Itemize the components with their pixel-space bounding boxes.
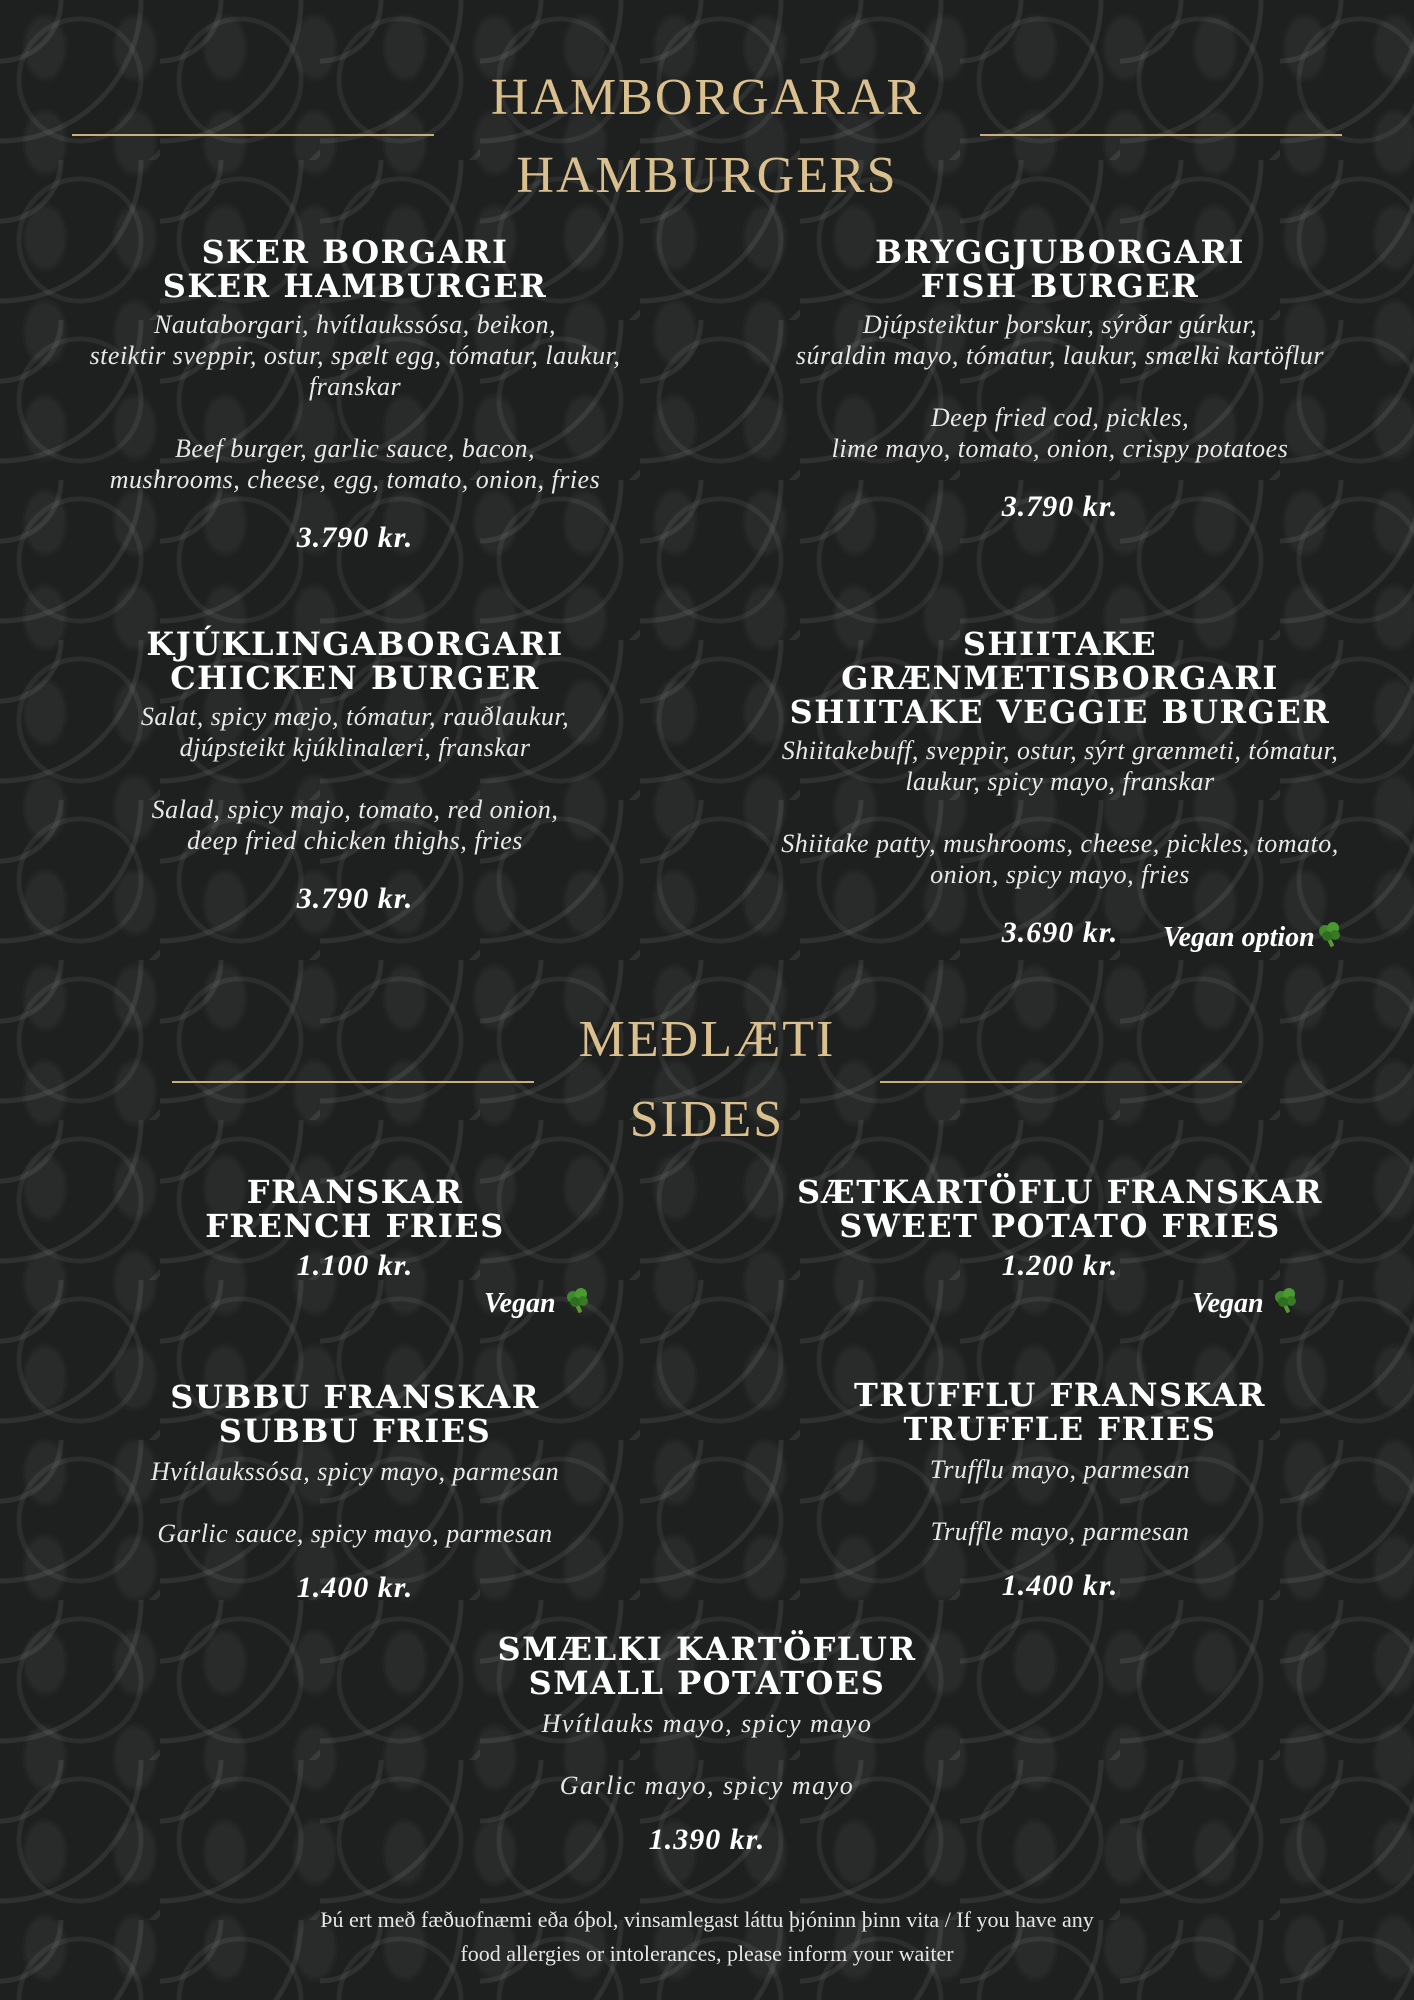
vegan-label: Vegan option — [1163, 922, 1315, 953]
item-title-en: FISH BURGER — [920, 267, 1200, 305]
header-rule-left — [172, 1081, 534, 1083]
item-title-en: CHICKEN BURGER — [170, 659, 540, 697]
item-price: 1.390 kr. — [648, 1823, 766, 1856]
broccoli-icon — [1315, 920, 1345, 950]
menu-item-sker-hamburger — [40, 235, 670, 555]
section-title-is: HAMBORGARAR — [490, 69, 924, 126]
item-title-en: SKER HAMBURGER — [162, 267, 548, 305]
desc-line: Salad, spicy majo, tomato, red onion, — [151, 795, 559, 824]
item-price: 1.200 kr. — [1001, 1249, 1119, 1282]
item-desc-en — [740, 828, 1380, 890]
header-rule-left — [72, 134, 434, 136]
item-desc-is: Trufflu mayo, parmesan — [929, 1455, 1191, 1484]
item-title-en: FRENCH FRIES — [205, 1207, 505, 1245]
item-title-en: SMALL POTATOES — [528, 1664, 886, 1702]
desc-line: deep fried chicken thighs, fries — [187, 826, 523, 855]
item-title-is: SUBBU FRANSKAR — [170, 1378, 540, 1416]
item-title-en: SUBBU FRIES — [218, 1412, 492, 1450]
item-desc-is — [740, 735, 1380, 797]
item-title-is: SÆTKARTÖFLU FRANSKAR — [796, 1173, 1324, 1211]
item-title-is: SMÆLKI KARTÖFLUR — [497, 1630, 917, 1668]
desc-line: súraldin mayo, tómatur, laukur, smælki kartöflur — [795, 341, 1325, 370]
section-title-is: MEÐLÆTI — [578, 1011, 836, 1068]
menu-item-subbu-fries — [40, 1380, 670, 1605]
header-rule-right — [980, 134, 1342, 136]
item-title-is: SKER BORGARI — [201, 233, 509, 271]
desc-line: Beef burger, garlic sauce, bacon, — [175, 434, 535, 463]
item-price: 3.790 kr. — [296, 882, 414, 915]
desc-line: franskar — [308, 372, 402, 401]
desc-line: djúpsteikt kjúklinalæri, franskar — [179, 733, 531, 762]
item-desc-en: Garlic sauce, spicy mayo, parmesan — [157, 1519, 553, 1548]
desc-line: Nautaborgari, hvítlaukssósa, beikon, — [154, 310, 556, 339]
menu-item-french-fries — [40, 1175, 670, 1283]
item-title-is: FRANSKAR — [246, 1173, 464, 1211]
item-title-en: TRUFFLE FRIES — [903, 1410, 1217, 1448]
broccoli-icon — [1271, 1286, 1301, 1316]
item-desc-is: Hvítlauks mayo, spicy mayo — [541, 1709, 873, 1738]
item-desc-is — [740, 309, 1380, 371]
item-desc-en — [40, 794, 670, 856]
vegan-label: Vegan — [484, 1288, 556, 1319]
item-title-is: BRYGGJUBORGARI — [874, 233, 1246, 271]
broccoli-icon — [563, 1286, 593, 1316]
header-rule-right — [880, 1081, 1242, 1083]
item-price: 1.400 kr. — [1001, 1569, 1119, 1602]
desc-line: Shiitake patty, mushrooms, cheese, pickles, tomato, — [781, 829, 1339, 858]
menu-item-shiitake-veggie-burger — [740, 627, 1380, 950]
item-desc-is: Hvítlaukssósa, spicy mayo, parmesan — [150, 1457, 560, 1486]
item-title-is: TRUFFLU FRANSKAR — [854, 1376, 1266, 1414]
vegan-badge — [1192, 1286, 1301, 1320]
section-title-en: SIDES — [629, 1091, 785, 1148]
vegan-option-badge — [1163, 920, 1345, 954]
item-desc-en: Garlic mayo, spicy mayo — [559, 1771, 855, 1800]
desc-line: steiktir sveppir, ostur, spælt egg, tómatur, laukur, — [89, 341, 621, 370]
item-title-en: SWEET POTATO FRIES — [839, 1207, 1281, 1245]
vegan-badge — [484, 1286, 593, 1320]
allergy-notice-line: food allergies or intolerances, please inform your waiter — [460, 1941, 954, 1966]
item-desc-en — [740, 402, 1380, 464]
menu-item-small-potatoes — [357, 1632, 1057, 1857]
item-title-is: SHIITAKE GRÆNMETISBORGARI — [841, 625, 1279, 697]
vegan-label: Vegan — [1192, 1288, 1264, 1319]
allergy-notice-line: Þú ert með fæðuofnæmi eða óþol, vinsamlegast láttu þjóninn þinn vita / If you have any — [320, 1907, 1094, 1932]
item-desc-is — [40, 701, 670, 763]
item-price: 3.790 kr. — [1001, 490, 1119, 523]
desc-line: laukur, spicy mayo, franskar — [905, 767, 1215, 796]
desc-line: Shiitakebuff, sveppir, ostur, sýrt grænmeti, tómatur, — [781, 736, 1339, 765]
allergy-notice — [0, 1903, 1414, 1971]
desc-line: Salat, spicy mæjo, tómatur, rauðlaukur, — [140, 702, 570, 731]
item-desc-en — [40, 433, 670, 495]
item-price: 3.790 kr. — [296, 521, 414, 554]
desc-line: lime mayo, tomato, onion, crispy potatoes — [831, 434, 1289, 463]
desc-line: Djúpsteiktur þorskur, sýrðar gúrkur, — [862, 310, 1258, 339]
item-price: 3.690 kr. — [1001, 916, 1119, 949]
desc-line: onion, spicy mayo, fries — [930, 860, 1190, 889]
menu-item-fish-burger — [740, 235, 1380, 524]
item-desc-en: Truffle mayo, parmesan — [930, 1517, 1190, 1546]
item-desc-is — [40, 309, 670, 402]
menu-item-chicken-burger — [40, 627, 670, 916]
item-title-is: KJÚKLINGABORGARI — [146, 625, 564, 663]
desc-line: Deep fried cod, pickles, — [930, 403, 1190, 432]
section-title-en: HAMBURGERS — [516, 147, 898, 204]
item-price: 1.100 kr. — [296, 1249, 414, 1282]
menu-item-sweet-potato-fries — [740, 1175, 1380, 1283]
desc-line: mushrooms, cheese, egg, tomato, onion, fries — [109, 465, 601, 494]
item-price: 1.400 kr. — [296, 1571, 414, 1604]
item-title-en: SHIITAKE VEGGIE BURGER — [789, 693, 1331, 731]
menu-item-truffle-fries — [740, 1378, 1380, 1603]
